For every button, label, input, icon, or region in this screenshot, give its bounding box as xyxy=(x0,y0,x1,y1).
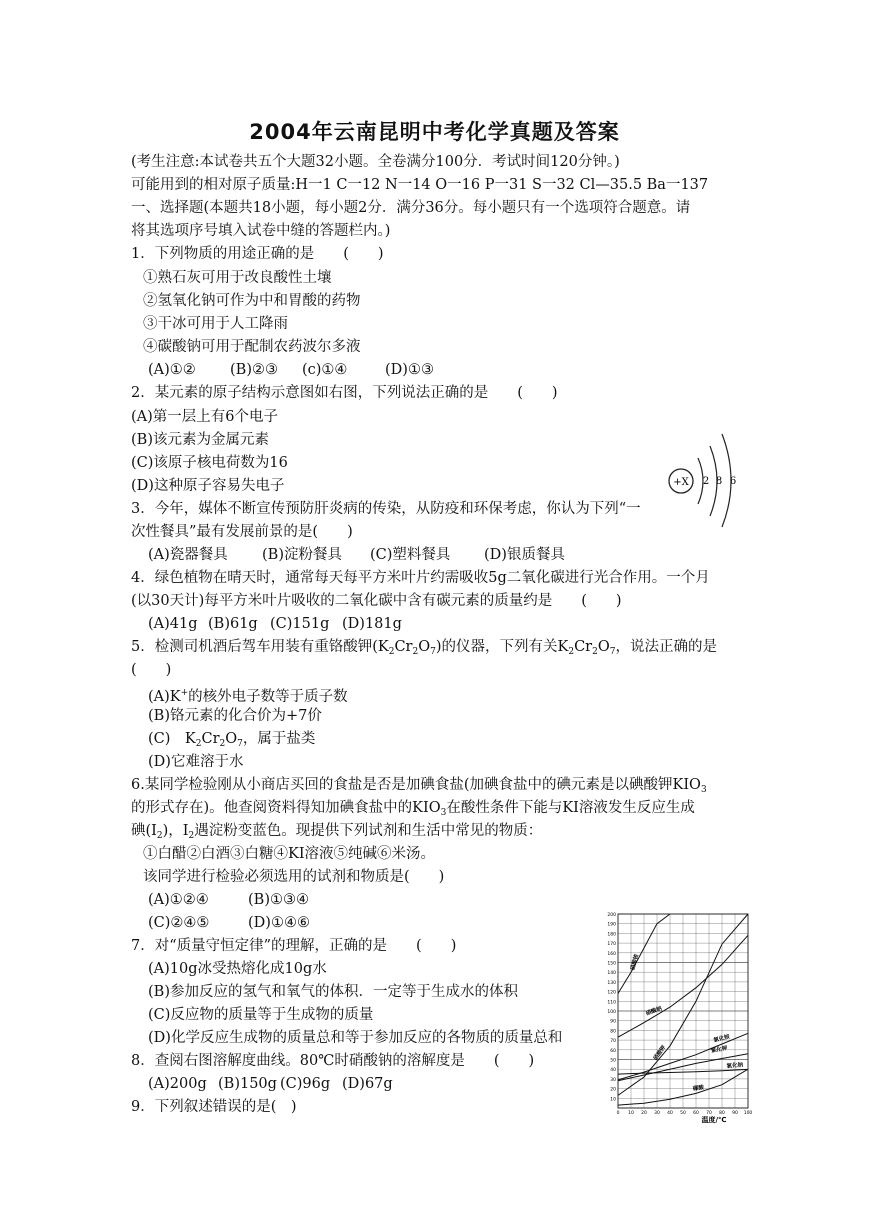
shell-electron-count: 2 xyxy=(702,476,710,487)
series-label: 硝酸钠 xyxy=(645,1005,663,1018)
q1-item: ③干冰可用于人工降雨 xyxy=(143,316,288,332)
y-tick-label: 140 xyxy=(607,971,616,977)
x-tick-label: 60 xyxy=(693,1111,699,1116)
y-tick-label: 180 xyxy=(607,932,616,938)
x-tick-label: 30 xyxy=(654,1111,660,1116)
q4-option-d: (D)181g xyxy=(342,616,402,632)
y-tick-label: 50 xyxy=(610,1058,616,1064)
q1-item: ④碳酸钠可用于配制农药波尔多液 xyxy=(143,339,361,355)
series-label: 硝酸铵 xyxy=(630,953,641,971)
x-tick-label: 90 xyxy=(732,1111,738,1116)
q1-stem: 1．下列物质的用途正确的是 ( ) xyxy=(131,246,384,262)
q9-stem: 9．下列叙述错误的是( ) xyxy=(131,1099,297,1115)
x-tick-label: 80 xyxy=(719,1111,725,1116)
q1-item: ①熟石灰可用于改良酸性土壤 xyxy=(143,270,332,286)
chart-grid xyxy=(618,914,748,1108)
q3-stem-line1: 3．今年，媒体不断宣传预防肝炎病的传染，从防疫和环保考虑，你认为下列“一 xyxy=(131,501,641,517)
y-tick-label: 90 xyxy=(610,1019,616,1025)
x-tick-label: 70 xyxy=(706,1111,712,1116)
y-tick-label: 170 xyxy=(607,942,616,948)
y-tick-label: 60 xyxy=(610,1048,616,1054)
page-title: 2004年云南昆明中考化学真题及答案 xyxy=(249,120,620,144)
y-tick-label: 130 xyxy=(607,980,616,986)
q6-option-a: (A)①②④ xyxy=(148,892,209,908)
y-tick-label: 20 xyxy=(610,1087,616,1093)
q6-options-row2 xyxy=(148,913,310,933)
chart-x-axis-label: 温度/℃ xyxy=(701,1116,727,1124)
q6-option-c: (C)②④⑤ xyxy=(148,915,210,931)
q6-stem-line2: 的形式存在)。他查阅资料得知加碘食盐中的$KIO_3$在酸性条件下能与KI溶液发生反应生成 xyxy=(131,800,695,818)
q4-stem-line1: 4．绿色植物在晴天时，通常每天每平方米叶片约需吸收5g二氧化碳进行光合作用。一个月 xyxy=(131,570,710,586)
q4-option-a: (A)41g xyxy=(148,616,198,632)
q1-option-a: (A)①② xyxy=(148,362,196,378)
q6-option-d: (D)①④⑥ xyxy=(248,915,310,931)
q5-option-b: (B)铬元素的化合价为+7价 xyxy=(148,708,322,724)
y-tick-label: 100 xyxy=(607,1010,616,1015)
q6-items: ①白醋②白酒③白糖④KI溶液⑤纯碱⑥米汤。 xyxy=(143,846,436,862)
shell-electron-count: 6 xyxy=(729,476,737,487)
q6-ask: 该同学进行检验必须选用的试剂和物质是( ) xyxy=(143,869,445,885)
nucleus-label: +X xyxy=(673,477,689,488)
q1-option-c: (c)①④ xyxy=(302,362,348,378)
q4-option-c: (C)151g xyxy=(270,616,330,632)
y-tick-label: 150 xyxy=(607,961,616,967)
q2-option-b: (B)该元素为金属元素 xyxy=(131,432,269,448)
q5-option-a: (A)K+的核外电子数等于质子数 xyxy=(148,688,348,705)
q6-stem-line3: 碘$(I_2)$，$I_2$遇淀粉变蓝色。现提供下列试剂和生活中常见的物质： xyxy=(131,823,543,841)
q7-option-a: (A)10g冰受热熔化成10g水 xyxy=(148,961,327,977)
y-tick-label: 70 xyxy=(610,1039,616,1045)
y-tick-label: 30 xyxy=(610,1077,616,1083)
q3-stem-line2: 次性餐具”最有发展前景的是( ) xyxy=(131,524,353,540)
series-label: 氯化钾 xyxy=(710,1045,728,1055)
x-tick-label: 50 xyxy=(680,1111,686,1116)
y-tick-label: 80 xyxy=(610,1029,616,1035)
q3-option-a: (A)瓷器餐具 xyxy=(148,547,228,563)
q1-option-d: (D)①③ xyxy=(385,362,434,378)
q8-option-b: (B)150g xyxy=(218,1076,277,1092)
x-tick-label: 100 xyxy=(743,1111,752,1116)
x-tick-label: 40 xyxy=(667,1111,673,1116)
q2-stem: 2．某元素的原子结构示意图如右图，下列说法正确的是 ( ) xyxy=(131,385,558,401)
solubility-curve-chart xyxy=(602,908,752,1126)
chart-ticks xyxy=(607,912,752,1116)
q5-stem-line2: ( ) xyxy=(131,662,172,678)
q1-options xyxy=(148,360,434,380)
shell-electron-count: 8 xyxy=(715,476,723,487)
q2-option-c: (C)该原子核电荷数为16 xyxy=(131,455,288,471)
x-tick-label: 0 xyxy=(616,1111,620,1116)
q1-item: ②氢氧化钠可作为中和胃酸的药物 xyxy=(143,293,361,309)
q7-option-d: (D)化学反应生成物的质量总和等于参加反应的各物质的质量总和 xyxy=(148,1030,563,1046)
series-label: 氯化铵 xyxy=(713,1034,731,1044)
y-tick-label: 10 xyxy=(610,1097,616,1103)
q7-stem: 7．对“质量守恒定律”的理解，正确的是 ( ) xyxy=(131,938,457,954)
q3-option-c: (C)塑料餐具 xyxy=(370,547,451,563)
q6-option-b: (B)①③④ xyxy=(248,892,309,908)
section-heading-line1: 一、选择题(本题共18小题，每小题2分．满分36分。每小题只有一个选项符合题意。请 xyxy=(131,200,691,216)
q7-option-c: (C)反应物的质量等于生成物的质量 xyxy=(148,1007,374,1023)
q8-stem: 8．查阅右图溶解度曲线。80℃时硝酸钠的溶解度是 ( ) xyxy=(131,1053,535,1069)
section-heading-line2: 将其选项序号填入试卷中缝的答题栏内。) xyxy=(131,223,391,239)
q2-option-d: (D)这种原子容易失电子 xyxy=(131,478,285,494)
q8-option-d: (D)67g xyxy=(342,1076,393,1092)
q6-stem-line1: 6.某同学检验刚从小商店买回的食盐是否是加碘食盐(加碘食盐中的碘元素是以碘酸钾$KIO_3$ xyxy=(131,777,707,795)
q6-options-row1 xyxy=(148,890,309,910)
atomic-mass-line: 可能用到的相对原子质量:H一1 C一12 N一14 O一16 P一31 S一32 Cl—35.5 Ba一137 xyxy=(131,177,709,193)
series-label: 硼酸 xyxy=(692,1084,705,1093)
y-tick-label: 190 xyxy=(607,922,616,928)
y-tick-label: 110 xyxy=(607,1000,616,1006)
q3-option-d: (D)银质餐具 xyxy=(484,547,565,563)
exam-notice: (考生注意:本试卷共五个大题32小题。全卷满分100分．考试时间120分钟。) xyxy=(131,154,620,170)
q8-options xyxy=(148,1074,393,1094)
x-tick-label: 10 xyxy=(628,1111,634,1116)
q5-option-d: (D)它难溶于水 xyxy=(148,754,244,770)
series-label: 硝酸钾 xyxy=(652,1044,668,1062)
q8-option-a: (A)200g xyxy=(148,1076,207,1092)
q3-options xyxy=(148,545,565,565)
q7-option-b: (B)参加反应的氢气和氧气的体积．一定等于生成水的体积 xyxy=(148,984,518,1000)
y-tick-label: 40 xyxy=(610,1068,616,1074)
q3-option-b: (B)淀粉餐具 xyxy=(262,547,342,563)
x-tick-label: 20 xyxy=(641,1111,647,1116)
series-label: 氯化钠 xyxy=(726,1062,744,1070)
atom-structure-diagram xyxy=(662,428,742,528)
y-tick-label: 160 xyxy=(607,951,616,957)
q1-option-b: (B)②③ xyxy=(230,362,278,378)
q5-stem-line1: 5．检测司机酒后驾车用装有重铬酸钾$(K_2Cr_2O_7)$的仪器，下列有关$K_2Cr_2O_7$，说法正确的是 xyxy=(131,639,717,657)
q4-stem-line2: (以30天计)每平方米叶片吸收的二氧化碳中含有碳元素的质量约是 ( ) xyxy=(131,593,622,609)
y-tick-label: 200 xyxy=(607,913,616,918)
q4-options xyxy=(148,614,402,634)
y-tick-label: 120 xyxy=(607,990,616,996)
q8-option-c: (C)96g xyxy=(280,1076,331,1092)
q5-option-c: (C) $K_2Cr_2O_7$，属于盐类 xyxy=(148,731,316,749)
q2-option-a: (A)第一层上有6个电子 xyxy=(131,409,279,425)
q4-option-b: (B)61g xyxy=(208,616,258,632)
